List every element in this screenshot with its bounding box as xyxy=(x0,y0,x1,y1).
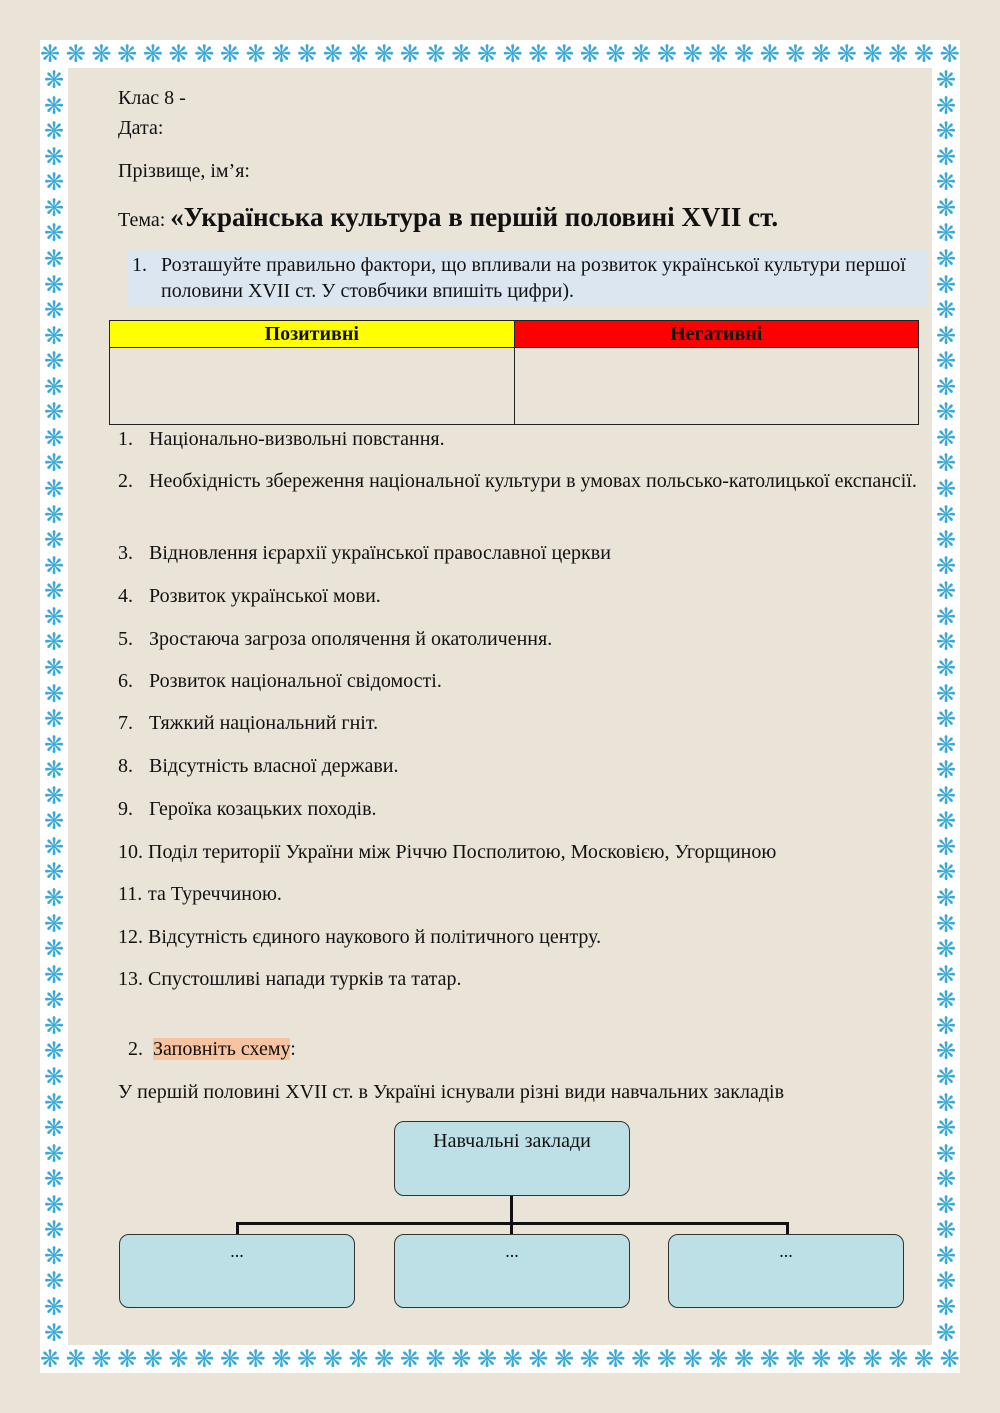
snowflake-ornament-icon: ❋ xyxy=(605,40,626,68)
snowflake-ornament-icon: ❋ xyxy=(913,1345,935,1373)
list-item-number: 13. xyxy=(118,968,143,990)
snowflake-ornament-icon: ❋ xyxy=(43,1318,65,1345)
snowflake-ornament-icon: ❋ xyxy=(935,1011,957,1040)
list-item-number: 4. xyxy=(118,585,133,607)
snowflake-ornament-icon: ❋ xyxy=(935,807,957,836)
snowflake-ornament-icon: ❋ xyxy=(348,40,369,68)
snowflake-ornament-icon: ❋ xyxy=(43,1267,65,1296)
list-item xyxy=(118,709,930,737)
snowflake-ornament-icon: ❋ xyxy=(425,1345,446,1373)
snowflake-ornament-icon: ❋ xyxy=(43,909,65,938)
snowflake-ornament-icon: ❋ xyxy=(935,577,957,606)
snowflake-ornament-icon: ❋ xyxy=(935,1293,957,1321)
snowflake-ornament-icon: ❋ xyxy=(297,1345,318,1373)
list-item xyxy=(118,667,930,695)
list-item xyxy=(118,625,930,653)
snowflake-ornament-icon: ❋ xyxy=(43,756,65,785)
snowflake-ornament-icon: ❋ xyxy=(708,40,729,68)
task2-instruction xyxy=(128,1036,296,1062)
snowflake-ornament-icon: ❋ xyxy=(245,1345,266,1373)
snowflake-ornament-icon: ❋ xyxy=(43,1190,65,1219)
snowflake-ornament-icon: ❋ xyxy=(43,372,65,401)
list-item xyxy=(118,752,930,780)
snowflake-ornament-icon: ❋ xyxy=(935,705,957,734)
snowflake-ornament-icon: ❋ xyxy=(43,884,65,912)
task1-instruction xyxy=(128,249,928,305)
snowflake-ornament-icon: ❋ xyxy=(476,1345,498,1373)
list-item xyxy=(118,467,930,495)
snowflake-ornament-icon: ❋ xyxy=(785,1345,806,1373)
topic-title: «Українська культура в першій половині XVII ст. xyxy=(170,202,779,232)
snowflake-ornament-icon: ❋ xyxy=(935,219,957,248)
negative-answer-cell[interactable] xyxy=(514,348,919,425)
snowflake-ornament-icon: ❋ xyxy=(502,1345,523,1373)
task2-intro: У першій половині XVII ст. в Україні існували різні види навчальних закладів xyxy=(118,1081,785,1103)
snowflake-ornament-icon: ❋ xyxy=(935,142,957,171)
snowflake-ornament-icon: ❋ xyxy=(935,1114,957,1143)
snowflake-ornament-icon: ❋ xyxy=(43,653,65,682)
negative-header: Негативні xyxy=(514,321,919,348)
ornament-border-left xyxy=(40,68,68,1345)
snowflake-ornament-icon: ❋ xyxy=(451,40,472,68)
snowflake-ornament-icon: ❋ xyxy=(836,1345,857,1373)
list-item-number: 2. xyxy=(118,470,133,492)
snowflake-ornament-icon: ❋ xyxy=(631,1345,652,1373)
snowflake-ornament-icon: ❋ xyxy=(43,705,65,734)
diagram-answer-placeholder: ... xyxy=(505,1241,519,1261)
snowflake-ornament-icon: ❋ xyxy=(245,40,266,68)
diagram-answer-placeholder: ... xyxy=(230,1241,244,1261)
list-item-number: 9. xyxy=(118,798,133,820)
snowflake-ornament-icon: ❋ xyxy=(935,781,957,810)
snowflake-ornament-icon: ❋ xyxy=(935,884,957,912)
snowflake-ornament-icon: ❋ xyxy=(451,1345,472,1373)
list-item-number: 12. xyxy=(118,926,143,948)
snowflake-ornament-icon: ❋ xyxy=(399,1345,420,1373)
snowflake-ornament-icon: ❋ xyxy=(935,858,957,887)
snowflake-ornament-icon: ❋ xyxy=(374,40,395,68)
snowflake-ornament-icon: ❋ xyxy=(656,1345,677,1373)
snowflake-ornament-icon: ❋ xyxy=(142,40,163,68)
snowflake-ornament-icon: ❋ xyxy=(43,398,65,427)
ornament-border-right xyxy=(932,68,960,1345)
list-item-number: 6. xyxy=(118,670,133,692)
snowflake-ornament-icon: ❋ xyxy=(43,1088,65,1117)
list-item-text: Спустошливі напади турків та татар. xyxy=(148,968,462,990)
snowflake-ornament-icon: ❋ xyxy=(862,1345,883,1373)
snowflake-ornament-icon: ❋ xyxy=(425,40,446,68)
snowflake-ornament-icon: ❋ xyxy=(785,40,806,68)
list-item-number: 1. xyxy=(118,428,133,450)
snowflake-ornament-icon: ❋ xyxy=(656,40,677,68)
snowflake-ornament-icon: ❋ xyxy=(194,1345,215,1373)
snowflake-ornament-icon: ❋ xyxy=(733,40,755,68)
snowflake-ornament-icon: ❋ xyxy=(40,40,61,68)
diagram-connector-vertical xyxy=(510,1196,513,1224)
snowflake-ornament-icon: ❋ xyxy=(935,347,957,376)
list-item-text: Відновлення ієрархії української православної церкви xyxy=(149,542,611,564)
snowflake-ornament-icon: ❋ xyxy=(43,168,65,197)
snowflake-ornament-icon: ❋ xyxy=(888,40,909,68)
snowflake-ornament-icon: ❋ xyxy=(935,68,957,94)
topic-heading xyxy=(118,200,778,237)
diagram-answer-box-1[interactable] xyxy=(119,1234,355,1308)
snowflake-ornament-icon: ❋ xyxy=(43,1293,65,1321)
snowflake-ornament-icon: ❋ xyxy=(43,296,65,325)
snowflake-ornament-icon: ❋ xyxy=(935,475,957,503)
snowflake-ornament-icon: ❋ xyxy=(43,1165,65,1194)
task1-number: 1. xyxy=(132,254,147,276)
snowflake-ornament-icon: ❋ xyxy=(43,1037,65,1066)
snowflake-ornament-icon: ❋ xyxy=(935,449,957,478)
snowflake-ornament-icon: ❋ xyxy=(374,1345,395,1373)
list-item xyxy=(118,582,930,610)
snowflake-ornament-icon: ❋ xyxy=(862,40,883,68)
snowflake-ornament-icon: ❋ xyxy=(935,1190,957,1219)
snowflake-ornament-icon: ❋ xyxy=(43,68,65,94)
ornament-border-bottom xyxy=(40,1345,960,1373)
list-item-text: Зростаюча загроза ополячення й окатоличення. xyxy=(149,628,553,650)
task1-text: Розташуйте правильно фактори, що впливали на розвиток української культури першої половини XVII ст. У стовбчики впишіть цифри). xyxy=(161,254,906,302)
snowflake-ornament-icon: ❋ xyxy=(935,168,957,197)
snowflake-ornament-icon: ❋ xyxy=(43,1011,65,1040)
snowflake-ornament-icon: ❋ xyxy=(935,653,957,682)
positive-header: Позитивні xyxy=(110,321,515,348)
snowflake-ornament-icon: ❋ xyxy=(43,602,65,631)
snowflake-ornament-icon: ❋ xyxy=(811,1345,832,1373)
snowflake-ornament-icon: ❋ xyxy=(219,1345,241,1373)
list-item-text: Поділ території України між Річчю Посполитою, Московією, Угорщиною xyxy=(148,841,777,863)
snowflake-ornament-icon: ❋ xyxy=(935,398,957,427)
snowflake-ornament-icon: ❋ xyxy=(682,40,703,68)
snowflake-ornament-icon: ❋ xyxy=(43,244,65,273)
snowflake-ornament-icon: ❋ xyxy=(528,1345,549,1373)
snowflake-ornament-icon: ❋ xyxy=(43,935,65,964)
snowflake-ornament-icon: ❋ xyxy=(935,602,957,631)
snowflake-ornament-icon: ❋ xyxy=(117,40,138,68)
topic-prefix: Тема: xyxy=(118,209,171,231)
snowflake-ornament-icon: ❋ xyxy=(935,1139,957,1168)
list-item xyxy=(118,425,930,453)
list-item-text: Розвиток української мови. xyxy=(149,585,381,607)
snowflake-ornament-icon: ❋ xyxy=(43,500,65,529)
snowflake-ornament-icon: ❋ xyxy=(935,551,957,580)
snowflake-ornament-icon: ❋ xyxy=(43,321,65,350)
snowflake-ornament-icon: ❋ xyxy=(43,551,65,580)
ornament-border-top xyxy=(40,40,960,68)
snowflake-ornament-icon: ❋ xyxy=(935,756,957,785)
snowflake-ornament-icon: ❋ xyxy=(935,91,957,120)
snowflake-ornament-icon: ❋ xyxy=(476,40,498,68)
diagram-connector-left xyxy=(236,1222,239,1234)
positive-answer-cell[interactable] xyxy=(110,348,515,425)
snowflake-ornament-icon: ❋ xyxy=(91,1345,112,1373)
snowflake-ornament-icon: ❋ xyxy=(935,628,957,657)
list-item-number: 10. xyxy=(118,841,143,863)
class-line: Клас 8 - xyxy=(118,87,186,109)
snowflake-ornament-icon: ❋ xyxy=(935,526,957,555)
snowflake-ornament-icon: ❋ xyxy=(935,423,957,452)
list-item-number: 7. xyxy=(118,712,133,734)
list-item-number: 3. xyxy=(118,542,133,564)
snowflake-ornament-icon: ❋ xyxy=(297,40,318,68)
snowflake-ornament-icon: ❋ xyxy=(935,500,957,529)
snowflake-ornament-icon: ❋ xyxy=(43,1062,65,1091)
snowflake-ornament-icon: ❋ xyxy=(43,475,65,503)
snowflake-ornament-icon: ❋ xyxy=(168,1345,189,1373)
task2-highlight: Заповніть схему xyxy=(153,1038,291,1060)
snowflake-ornament-icon: ❋ xyxy=(219,40,241,68)
snowflake-ornament-icon: ❋ xyxy=(935,270,957,299)
factors-table xyxy=(109,320,919,425)
snowflake-ornament-icon: ❋ xyxy=(935,832,957,861)
snowflake-ornament-icon: ❋ xyxy=(935,679,957,708)
snowflake-ornament-icon: ❋ xyxy=(322,40,343,68)
snowflake-ornament-icon: ❋ xyxy=(142,1345,163,1373)
snowflake-ornament-icon: ❋ xyxy=(43,117,65,146)
snowflake-ornament-icon: ❋ xyxy=(935,1062,957,1091)
snowflake-ornament-icon: ❋ xyxy=(43,679,65,708)
snowflake-ornament-icon: ❋ xyxy=(935,730,957,759)
snowflake-ornament-icon: ❋ xyxy=(935,909,957,938)
snowflake-ornament-icon: ❋ xyxy=(43,449,65,478)
snowflake-ornament-icon: ❋ xyxy=(913,40,935,68)
snowflake-ornament-icon: ❋ xyxy=(502,40,523,68)
snowflake-ornament-icon: ❋ xyxy=(40,1345,61,1373)
snowflake-ornament-icon: ❋ xyxy=(43,858,65,887)
snowflake-ornament-icon: ❋ xyxy=(43,423,65,452)
snowflake-ornament-icon: ❋ xyxy=(43,960,65,989)
list-item-number: 8. xyxy=(118,755,133,777)
snowflake-ornament-icon: ❋ xyxy=(935,321,957,350)
snowflake-ornament-icon: ❋ xyxy=(708,1345,729,1373)
snowflake-ornament-icon: ❋ xyxy=(43,1114,65,1143)
snowflake-ornament-icon: ❋ xyxy=(554,1345,575,1373)
snowflake-ornament-icon: ❋ xyxy=(935,986,957,1015)
snowflake-ornament-icon: ❋ xyxy=(935,935,957,964)
list-item-text: Відсутність власної держави. xyxy=(149,755,399,777)
diagram-answer-box-3[interactable] xyxy=(668,1234,904,1308)
snowflake-ornament-icon: ❋ xyxy=(43,628,65,657)
list-item xyxy=(118,880,930,908)
snowflake-ornament-icon: ❋ xyxy=(271,40,292,68)
snowflake-ornament-icon: ❋ xyxy=(836,40,857,68)
snowflake-ornament-icon: ❋ xyxy=(579,40,600,68)
snowflake-ornament-icon: ❋ xyxy=(935,1318,957,1345)
list-item-text: Необхідність збереження національної культури в умовах польсько-католицької експансії. xyxy=(149,470,917,492)
diagram-root-box xyxy=(394,1121,630,1196)
snowflake-ornament-icon: ❋ xyxy=(935,372,957,401)
snowflake-ornament-icon: ❋ xyxy=(733,1345,755,1373)
date-label: Дата: xyxy=(118,117,164,139)
snowflake-ornament-icon: ❋ xyxy=(65,1345,86,1373)
snowflake-ornament-icon: ❋ xyxy=(935,244,957,273)
snowflake-ornament-icon: ❋ xyxy=(65,40,86,68)
snowflake-ornament-icon: ❋ xyxy=(935,117,957,146)
snowflake-ornament-icon: ❋ xyxy=(939,1345,960,1373)
list-item-number: 11. xyxy=(118,883,143,905)
snowflake-ornament-icon: ❋ xyxy=(43,781,65,810)
name-label: Прізвище, ім’я: xyxy=(118,160,250,182)
snowflake-ornament-icon: ❋ xyxy=(43,193,65,222)
diagram-connector-right xyxy=(786,1222,789,1234)
list-item-text: Відсутність єдиного наукового й політичного центру. xyxy=(148,926,602,948)
diagram-connector-middle xyxy=(510,1222,513,1234)
snowflake-ornament-icon: ❋ xyxy=(399,40,420,68)
snowflake-ornament-icon: ❋ xyxy=(43,219,65,248)
snowflake-ornament-icon: ❋ xyxy=(935,193,957,222)
snowflake-ornament-icon: ❋ xyxy=(91,40,112,68)
snowflake-ornament-icon: ❋ xyxy=(811,40,832,68)
snowflake-ornament-icon: ❋ xyxy=(43,807,65,836)
task2-number: 2. xyxy=(128,1038,143,1060)
snowflake-ornament-icon: ❋ xyxy=(43,1216,65,1245)
list-item-text: та Туреччиною. xyxy=(148,883,282,905)
snowflake-ornament-icon: ❋ xyxy=(554,40,575,68)
snowflake-ornament-icon: ❋ xyxy=(43,986,65,1015)
list-item xyxy=(118,923,930,951)
diagram-answer-box-2[interactable] xyxy=(394,1234,630,1308)
snowflake-ornament-icon: ❋ xyxy=(935,296,957,325)
snowflake-ornament-icon: ❋ xyxy=(194,40,215,68)
list-item xyxy=(118,838,930,866)
snowflake-ornament-icon: ❋ xyxy=(759,1345,780,1373)
list-item-text: Розвиток національної свідомості. xyxy=(149,670,442,692)
snowflake-ornament-icon: ❋ xyxy=(631,40,652,68)
list-item xyxy=(118,795,930,823)
list-item xyxy=(118,539,930,567)
snowflake-ornament-icon: ❋ xyxy=(935,1088,957,1117)
snowflake-ornament-icon: ❋ xyxy=(271,1345,292,1373)
diagram-answer-placeholder: ... xyxy=(779,1241,793,1261)
snowflake-ornament-icon: ❋ xyxy=(43,577,65,606)
snowflake-ornament-icon: ❋ xyxy=(935,1241,957,1270)
snowflake-ornament-icon: ❋ xyxy=(935,960,957,989)
list-item xyxy=(118,965,930,993)
snowflake-ornament-icon: ❋ xyxy=(935,1165,957,1194)
snowflake-ornament-icon: ❋ xyxy=(579,1345,600,1373)
snowflake-ornament-icon: ❋ xyxy=(759,40,780,68)
snowflake-ornament-icon: ❋ xyxy=(43,91,65,120)
snowflake-ornament-icon: ❋ xyxy=(322,1345,343,1373)
snowflake-ornament-icon: ❋ xyxy=(682,1345,703,1373)
snowflake-ornament-icon: ❋ xyxy=(43,270,65,299)
snowflake-ornament-icon: ❋ xyxy=(935,1267,957,1296)
snowflake-ornament-icon: ❋ xyxy=(605,1345,626,1373)
snowflake-ornament-icon: ❋ xyxy=(43,526,65,555)
list-item-number: 5. xyxy=(118,628,133,650)
list-item-text: Тяжкий національний гніт. xyxy=(149,712,379,734)
snowflake-ornament-icon: ❋ xyxy=(117,1345,138,1373)
snowflake-ornament-icon: ❋ xyxy=(888,1345,909,1373)
snowflake-ornament-icon: ❋ xyxy=(939,40,960,68)
snowflake-ornament-icon: ❋ xyxy=(43,730,65,759)
snowflake-ornament-icon: ❋ xyxy=(528,40,549,68)
snowflake-ornament-icon: ❋ xyxy=(935,1037,957,1066)
list-item-text: Героїка козацьких походів. xyxy=(149,798,377,820)
snowflake-ornament-icon: ❋ xyxy=(43,1139,65,1168)
snowflake-ornament-icon: ❋ xyxy=(935,1216,957,1245)
list-item-text: Національно-визвольні повстання. xyxy=(149,428,445,450)
snowflake-ornament-icon: ❋ xyxy=(43,1241,65,1270)
snowflake-ornament-icon: ❋ xyxy=(348,1345,369,1373)
diagram-root-label: Навчальні заклади xyxy=(433,1130,591,1152)
snowflake-ornament-icon: ❋ xyxy=(43,347,65,376)
snowflake-ornament-icon: ❋ xyxy=(43,832,65,861)
snowflake-ornament-icon: ❋ xyxy=(168,40,189,68)
task2-suffix: : xyxy=(290,1038,296,1060)
snowflake-ornament-icon: ❋ xyxy=(43,142,65,171)
